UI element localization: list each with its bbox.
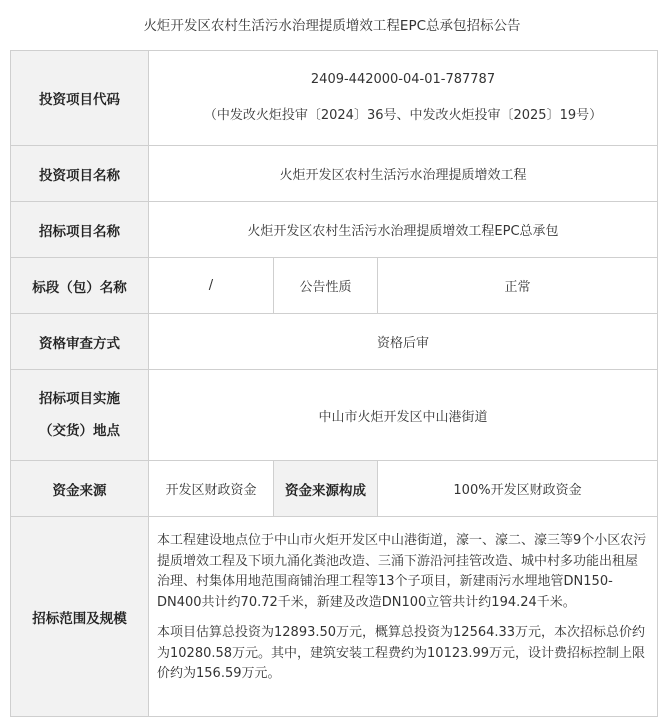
investment-name-label: 投资项目名称 <box>11 146 149 202</box>
row-project-code <box>11 51 658 146</box>
section-value: / <box>149 258 274 314</box>
project-code-label: 投资项目代码 <box>11 51 149 146</box>
funding-label: 资金来源 <box>11 461 149 517</box>
investment-name-value: 火炬开发区农村生活污水治理提质增效工程 <box>149 146 658 202</box>
section-label: 标段（包）名称 <box>11 258 149 314</box>
notice-nature-label: 公告性质 <box>274 258 378 314</box>
notice-nature-value: 正常 <box>378 258 658 314</box>
funding-composition-label: 资金来源构成 <box>274 461 378 517</box>
scope-value <box>149 517 658 717</box>
location-label-line2: （交货）地点 <box>39 423 120 439</box>
qualification-value: 资格后审 <box>149 314 658 370</box>
location-label-line1: 招标项目实施 <box>39 391 120 407</box>
location-value: 中山市火炬开发区中山港街道 <box>149 370 658 461</box>
row-tender-name <box>11 202 658 258</box>
project-code-value <box>149 51 658 146</box>
tender-info-table <box>10 50 658 717</box>
scope-label: 招标范围及规模 <box>11 517 149 717</box>
project-code-number: 2409-442000-04-01-787787 <box>310 72 496 87</box>
row-section <box>11 258 658 314</box>
qualification-label: 资格审查方式 <box>11 314 149 370</box>
row-location <box>11 370 658 461</box>
scope-paragraph-1: 本工程建设地点位于中山市火炬开发区中山港街道，濠一、濠二、濠三等9个小区农污提质增效工程及下顷九涌化粪池改造、三涌下游沿河挂管改造、城中村多功能出租屋治理、村集体用地范围商铺治理工程等13个子项目，新建雨污水埋地管DN150-DN400共计约70.72千米，新建及改造DN100立管共计约194.24千米。 <box>157 533 647 610</box>
location-label <box>11 370 149 461</box>
tender-name-value: 火炬开发区农村生活污水治理提质增效工程EPC总承包 <box>149 202 658 258</box>
page-title: 火炬开发区农村生活污水治理提质增效工程EPC总承包招标公告 <box>143 18 521 34</box>
project-approval-numbers: （中发改火炬投审〔2024〕36号、中发改火炬投审〔2025〕19号） <box>203 108 603 123</box>
funding-value: 开发区财政资金 <box>149 461 274 517</box>
tender-name-label: 招标项目名称 <box>11 202 149 258</box>
row-scope <box>11 517 658 717</box>
funding-composition-value: 100%开发区财政资金 <box>378 461 658 517</box>
row-investment-name <box>11 146 658 202</box>
row-qualification <box>11 314 658 370</box>
row-funding <box>11 461 658 517</box>
scope-paragraph-2: 本项目估算总投资为12893.50万元，概算总投资为12564.33万元，本次招标总价约为10280.58万元。其中，建筑安装工程费约为10123.99万元，设计费招标控制上限价约为156.59万元。 <box>157 625 646 681</box>
